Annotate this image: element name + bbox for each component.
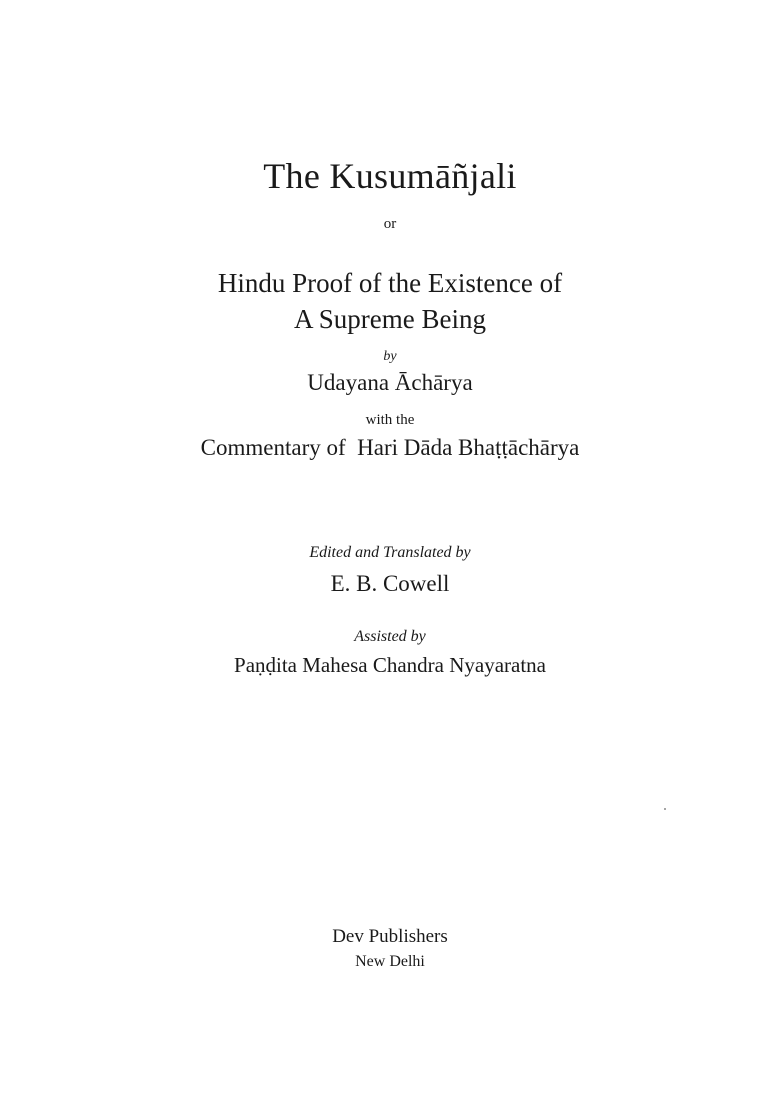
subtitle-line-2: A Supreme Being [294, 304, 486, 334]
publisher-name: Dev Publishers [332, 926, 448, 947]
publisher-city: New Delhi [355, 953, 425, 970]
with-the-label: with the [365, 412, 415, 428]
book-title: The Kusumāñjali [263, 156, 517, 196]
assisted-by-label: Assisted by [354, 628, 426, 645]
title-conjunction: or [383, 216, 397, 232]
assistant-name: Paṇḍita Mahesa Chandra Nyayaratna [234, 653, 546, 677]
editor-name: E. B. Cowell [330, 571, 450, 596]
edited-translated-label: Edited and Translated by [309, 544, 471, 561]
commentary-credit: Commentary of Hari Dāda Bhaṭṭāchārya [200, 435, 580, 460]
subtitle-line-1: Hindu Proof of the Existence of [217, 268, 563, 298]
by-label: by [383, 349, 397, 364]
scan-speck [664, 808, 666, 810]
author-name: Udayana Āchārya [307, 370, 473, 395]
